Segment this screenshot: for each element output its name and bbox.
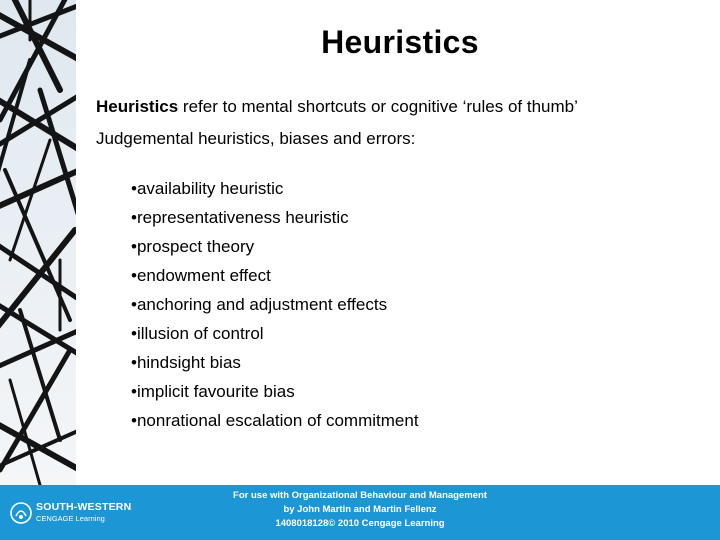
lattice-structure-image bbox=[0, 0, 76, 485]
definition-term: Heuristics bbox=[96, 97, 179, 116]
cengage-logo-icon bbox=[10, 502, 32, 524]
footer-credits bbox=[200, 489, 520, 531]
credit-line: by John Martin and Martin Fellenz bbox=[283, 504, 437, 515]
list-item bbox=[131, 292, 419, 321]
list-item bbox=[131, 176, 419, 205]
list-item bbox=[131, 263, 419, 292]
list-item bbox=[131, 379, 419, 408]
list-item-text: endowment effect bbox=[136, 266, 271, 285]
list-item-text: implicit favourite bias bbox=[136, 382, 295, 401]
slide-title: Heuristics bbox=[321, 24, 479, 60]
list-item-text: illusion of control bbox=[136, 324, 264, 343]
credit-line: 1408018128© 2010 Cengage Learning bbox=[275, 518, 445, 529]
definition-text: refer to mental shortcuts or cognitive ‘rules of thumb’ bbox=[178, 97, 578, 116]
bullet-marker: • bbox=[131, 266, 137, 285]
list-item bbox=[131, 408, 419, 437]
list-item bbox=[131, 234, 419, 263]
credit-line: For use with Organizational Behaviour and Management bbox=[233, 490, 487, 501]
list-item-text: anchoring and adjustment effects bbox=[136, 295, 388, 314]
list-item-text: hindsight bias bbox=[136, 353, 241, 372]
list-item bbox=[131, 321, 419, 350]
list-item-text: nonrational escalation of commitment bbox=[136, 411, 419, 430]
list-item bbox=[131, 205, 419, 234]
list-item bbox=[131, 350, 419, 379]
list-item-text: representativeness heuristic bbox=[136, 208, 349, 227]
publisher-logo bbox=[10, 500, 135, 530]
bullet-marker: • bbox=[131, 411, 137, 430]
bias-subheading: Judgemental heuristics, biases and errors: bbox=[96, 129, 416, 148]
list-item-text: prospect theory bbox=[136, 237, 255, 256]
bullet-marker: • bbox=[131, 179, 137, 198]
logo-subtitle: CENGAGE Learning bbox=[36, 514, 105, 523]
bullet-marker: • bbox=[131, 295, 137, 314]
definition-line bbox=[96, 94, 578, 120]
bullet-marker: • bbox=[131, 208, 137, 227]
bullet-marker: • bbox=[131, 237, 137, 256]
bullet-marker: • bbox=[131, 353, 137, 372]
bias-list bbox=[131, 176, 419, 437]
logo-brand: SOUTH-WESTERN bbox=[36, 501, 132, 513]
list-item-text: availability heuristic bbox=[136, 179, 284, 198]
bullet-marker: • bbox=[131, 324, 137, 343]
bullet-marker: • bbox=[131, 382, 137, 401]
intro-text bbox=[96, 94, 578, 152]
